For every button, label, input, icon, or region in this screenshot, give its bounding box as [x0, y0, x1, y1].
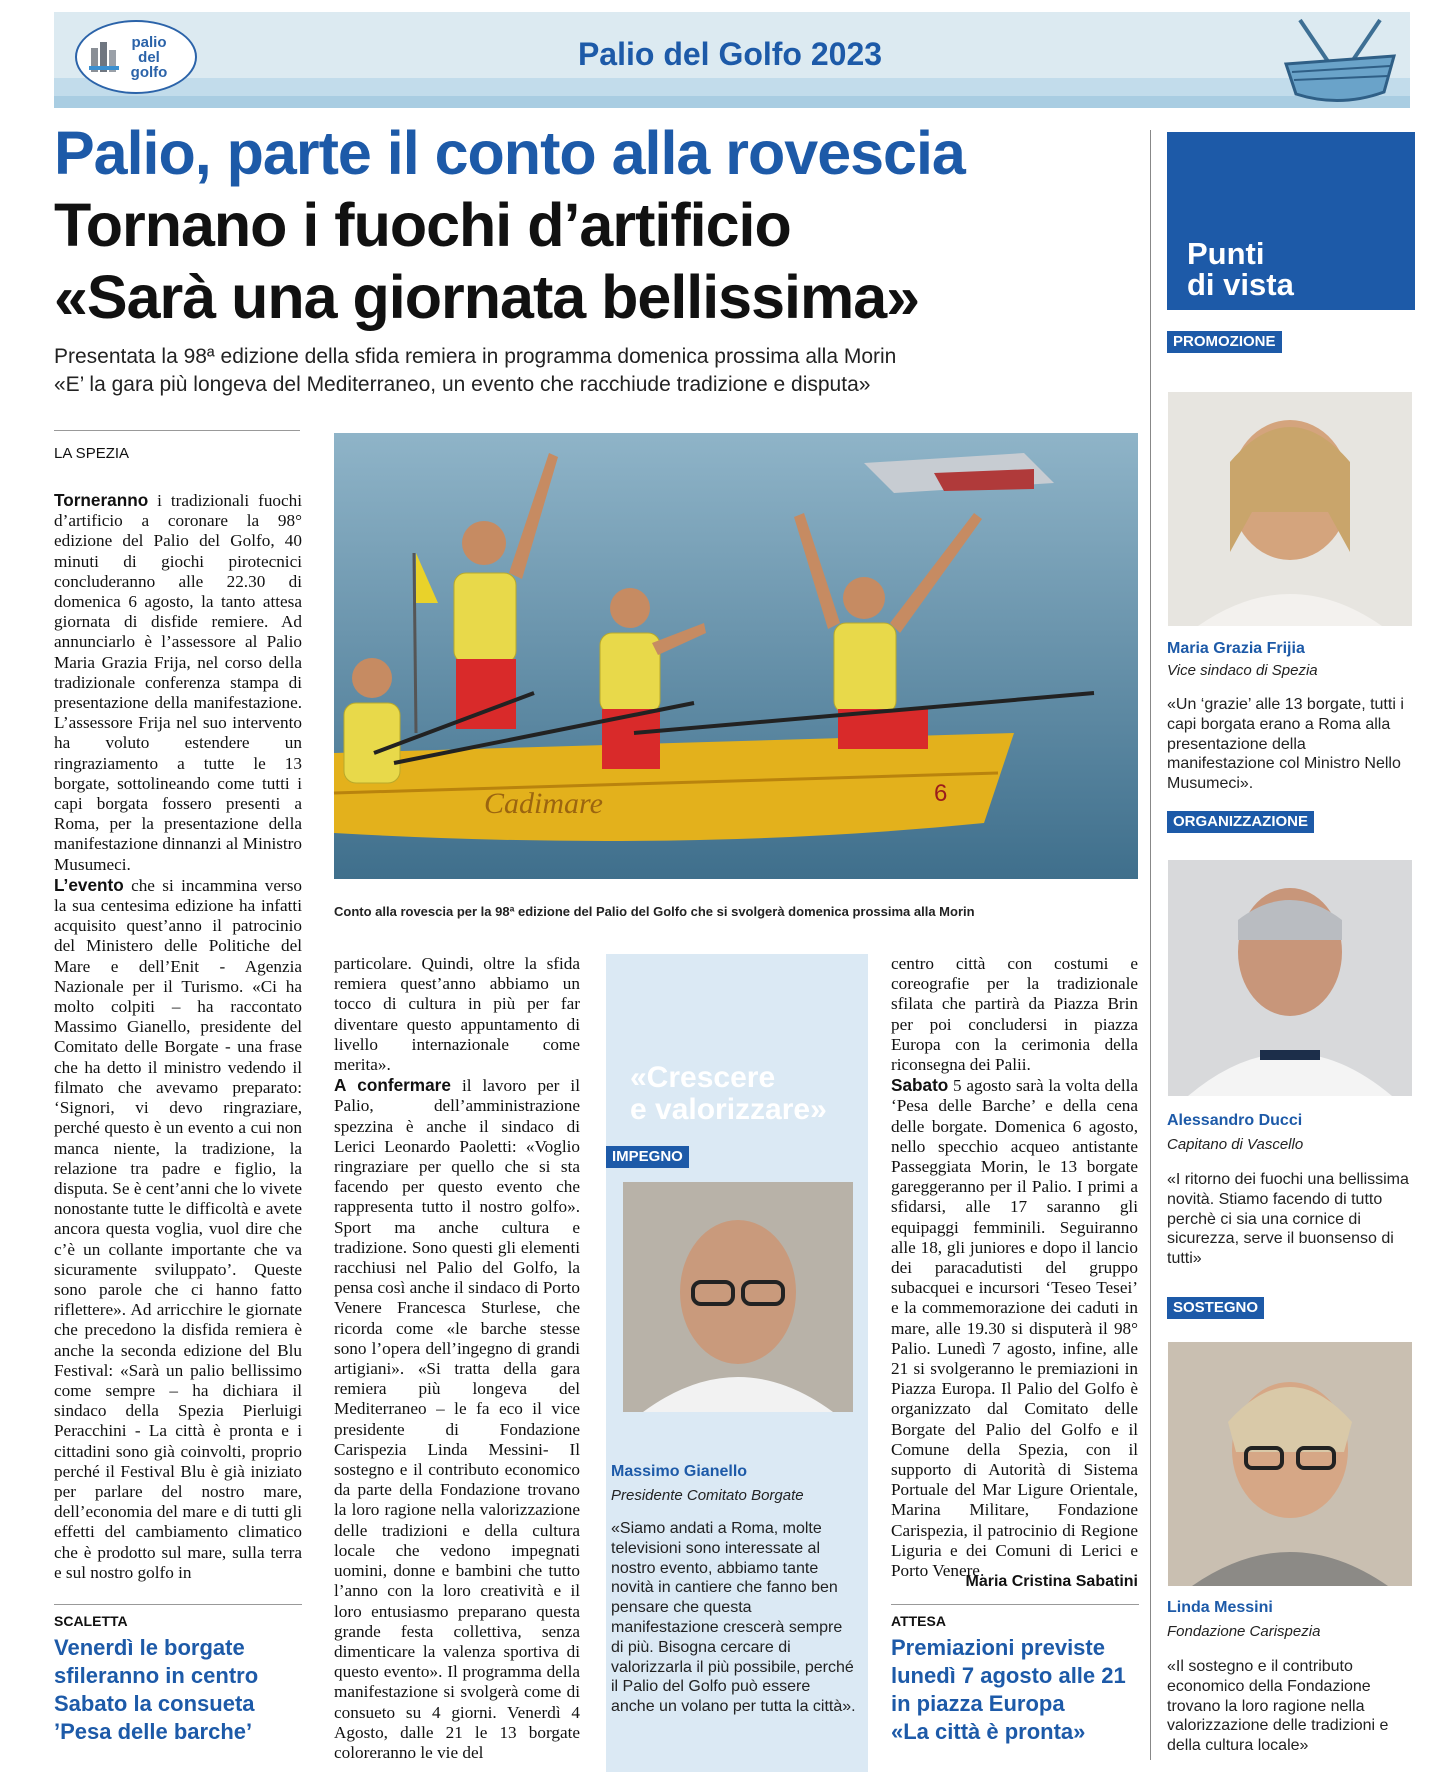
headline-attesa: Premiazioni previste lunedì 7 agosto alle 21 in piazza Europa «La città è pronta» — [891, 1635, 1126, 1744]
quote-linda-messini: «Il sostegno e il contributo economico della Fondazione trovano la loro ragione nella valorizzazione delle tradizioni e della cultura locale» — [1167, 1658, 1389, 1755]
banner-wave-dark — [54, 96, 1410, 108]
author-signature: Maria Cristina Sabatini — [965, 1573, 1138, 1590]
article-paragraph-3: particolare. Quindi, oltre la sfida remiera quest’anno abbiamo un tocco di cultura in più per far diventare questo appuntamento di livello internazionale come merita». — [334, 954, 580, 1075]
article-lead-1: Torneranno — [54, 490, 149, 510]
photo-caption: Conto alla rovescia per la 98ª edizione del Palio del Golfo che si svolgerà domenica prossima alla Morin — [334, 904, 975, 919]
portrait-maria-grazia-frijia — [1168, 392, 1412, 626]
dateline: LA SPEZIA — [54, 430, 300, 462]
tag-impegno: IMPEGNO — [606, 1146, 689, 1168]
role-maria-grazia-frijia: Vice sindaco di Spezia — [1167, 662, 1318, 679]
quote-box-title: «Crescere e valorizzare» — [630, 1061, 827, 1126]
tag-promozione: PROMOZIONE — [1167, 331, 1282, 353]
name-maria-grazia-frijia: Maria Grazia Frijia — [1167, 640, 1305, 657]
article-paragraph-4: il lavoro per il Palio, dell’amministrazione spezzina è anche il sindaco di Lerici Leonardo Paoletti: «Voglio ringraziare per quello che si sta facendo per questo evento che rappresenta tutto il nostro golfo». Sport ma anche cultura e tradizione. Sono questi gli elementi racchiusi nel Palio del Golfo, la pensa così anche il sindaco di Porto Venere Francesca Sturlese, che ricorda come «le barche stesse sono l’opera dell’ingegno di grandi artigiani». «Si tratta della gara remiera più longeva del Mediterraneo – le fa eco il vice presidente di Fondazione Carispezia Linda Messini- Il sostegno e il contributo economico da parte della Fondazione trovano la loro ragione nella valorizzazione delle tradizioni e della cultura locale che vedono impegnati uomini, donne e bambini che tutto l’anno con la loro creatività e il loro entusiasmo preparano questa grande festa collettiva, senza dimenticare la valenza sportiva di questo evento». Il programma della manifestazione si svolgerà come di consueto su 4 giorni. Venerdì 4 Agosto, dalle 21 le 13 borgate coloreranno le vie del — [334, 1076, 580, 1762]
tag-sostegno: SOSTEGNO — [1167, 1297, 1264, 1319]
column-divider — [1150, 130, 1151, 1760]
rowing-boat-icon — [1280, 16, 1400, 112]
article-column-4 — [891, 954, 1138, 1581]
name-alessandro-ducci: Alessandro Ducci — [1167, 1112, 1303, 1129]
portrait-massimo-gianello — [623, 1182, 853, 1412]
name-massimo-gianello: Massimo Gianello — [611, 1463, 748, 1480]
portrait-messini-illustration — [1168, 1342, 1412, 1586]
article-paragraph-2: che si incammina verso la sua centesima edizione ha infatti acquisito quest’anno il patrocinio del Ministero delle Politiche del Mare e dell’Enit - Agenzia Nazionale per il Turismo. «Ci ha molto colpiti – ha raccontato Massimo Gianello, presidente del Comitato delle Borgate - una frase che ha detto il ministro vedendo il filmato che avevamo preparato: ‘Signori, vi devo ringraziare, perché questo è un evento a cui non manca niente, la tradizione, la relazione tra padre e figlio, la disputa. Se è cent’anni che lo vivete nonostante tutte le difficoltà e avete ancora questa voglia, vuol dire che c’è un collante importante che va sicuramente sviluppato’. Queste sono parole che ci hanno fatto riflettere». Ad arricchire le giornate che precedono la disfida remiera è anche la seconda edizione del Blu Festival: «Sarà un palio bellissimo come sempre – ha dichiara il sindaco della Spezia Pierluigi Peracchini - La città è pronta e i cittadini sono già coinvolti, proprio perché il Festival Blu è già iniziato per parlare del nostro mare, dell’economia del mare e di tutti gli effetti del cambiamento climatico che è prodotto sul mare, sulla terra e sul nostro golfo in — [54, 875, 302, 1582]
headline-scaletta: Venerdì le borgate sfileranno in centro Sabato la consueta ’Pesa delle barche’ — [54, 1635, 259, 1744]
article-paragraph-1: i tradizionali fuochi d’artificio a coronare la 98° edizione del Palio del Golfo, 40 minuti di giochi pirotecnici concluderanno alle 22.30 di domenica 6 agosto, la tanto attesa giornata di disfide remiere. Ad annunciarlo è l’assessore al Palio Maria Grazia Frija, nel corso della tradizionale conferenza stampa di presentazione della manifestazione. L’assessore Frija nel suo intervento ha voluto estendere un ringraziamento a tutte le 13 borgate, sottolineando come tutti i capi borgata fossero presenti a Roma, per la presentazione della manifestazione dinnanzi al Ministro Musumeci. — [54, 491, 302, 874]
quote-alessandro-ducci: «I ritorno dei fuochi una bellissima novità. Stiamo facendo di tutto perchè ci sia una cornice di sicurezza, serve il buonsenso di tutti» — [1167, 1171, 1409, 1268]
role-alessandro-ducci: Capitano di Vascello — [1167, 1136, 1304, 1153]
role-linda-messini: Fondazione Carispezia — [1167, 1623, 1321, 1640]
portrait-gianello-illustration — [623, 1182, 853, 1412]
portrait-alessandro-ducci — [1168, 860, 1412, 1096]
banner-title: Palio del Golfo 2023 — [577, 36, 883, 72]
article-lead-4: A confermare — [334, 1075, 451, 1096]
rowers-photo — [334, 433, 1138, 879]
logo-text: palio del golfo — [130, 33, 168, 81]
logo-towers-icon — [89, 40, 119, 74]
quote-maria-grazia-frijia: «Un ‘grazie’ alle 13 borgate, tutti i capi borgata erano a Roma alla presentazione della manifestazione col Ministro Nello Musumeci». — [1167, 696, 1404, 793]
article-paragraph-5: centro città con costumi e coreografie per la tradizionale sfilata che partirà da Piazza Brin per poi concludersi in piazza Europa con la cerimonia della riconsegna dei Palii. — [891, 954, 1138, 1075]
subheadline-2: «E’ la gara più longeva del Mediterraneo, un evento che racchiude tradizione e disputa» — [54, 373, 871, 396]
article-paragraph-6: 5 agosto sarà la volta della ‘Pesa delle Barche’ e della cena delle borgate. Domenica 6 agosto, nello specchio acqueo antistante Passeggiata Morin, le 13 borgate gareggeranno per il Palio. I primi a sfidarsi, alle 17 saranno gli equipaggi femminili. Seguiranno alle 18, gli juniores e dopo il lancio dei paracadutisti del gruppo subacquei e incursori ‘Teseo Tesei’ e la commemorazione dei caduti in mare, alle 19.30 si disputerà il 98° Palio. Lunedì 7 agosto, infine, alle 21 si svolgeranno le premiazioni in Piazza Europa. Il Palio del Golfo è organizzato dal Comitato delle Borgate del Palio del Golfo e il Comune della Spezia, con il supporto di Autorità di Sistema Portuale del Mar Ligure Orientale, Marina Militare, Fondazione Carispezia, il patrocinio di Regione Liguria e dei Comuni di Lerici e Porto Venere. — [891, 1076, 1138, 1581]
subheadline-1: Presentata la 98ª edizione della sfida remiera in programma domenica prossima alla Morin — [54, 345, 897, 368]
article-column-2 — [334, 954, 580, 1772]
portrait-frijia-illustration — [1168, 392, 1412, 626]
portrait-linda-messini — [1168, 1342, 1412, 1586]
label-scaletta: SCALETTA — [54, 1604, 302, 1629]
article-column-1 — [54, 490, 302, 1583]
quote-massimo-gianello: «Siamo andati a Roma, molte televisioni sono interessate al nostro evento, abbiamo tante novità in cantiere che fanno ben pensare che questa manifestazione crescerà sempre di più. Bisogna cercare di valorizzarla il più possibile, perché il Palio del Golfo può essere anche un volano per tutta la città». — [611, 1520, 856, 1716]
tag-organizzazione: ORGANIZZAZIONE — [1167, 811, 1314, 833]
article-lead-2: L’evento — [54, 874, 124, 895]
name-linda-messini: Linda Messini — [1167, 1599, 1273, 1616]
boat-name: Cadimare — [484, 787, 603, 820]
boat-number: 6 — [934, 780, 948, 807]
label-attesa: ATTESA — [891, 1604, 1139, 1629]
palio-logo-icon — [75, 20, 197, 94]
article-lead-6: Sabato — [891, 1075, 949, 1096]
photo-illustration — [334, 433, 1138, 879]
role-massimo-gianello: Presidente Comitato Borgate — [611, 1487, 804, 1504]
punti-di-vista-title: Punti di vista — [1187, 236, 1294, 302]
portrait-ducci-illustration — [1168, 860, 1412, 1096]
headline-kicker: Palio, parte il conto alla rovescia — [54, 119, 965, 187]
headline-main-1: Tornano i fuochi d’artificio — [54, 191, 791, 259]
headline-main-2: «Sarà una giornata bellissima» — [54, 263, 920, 331]
